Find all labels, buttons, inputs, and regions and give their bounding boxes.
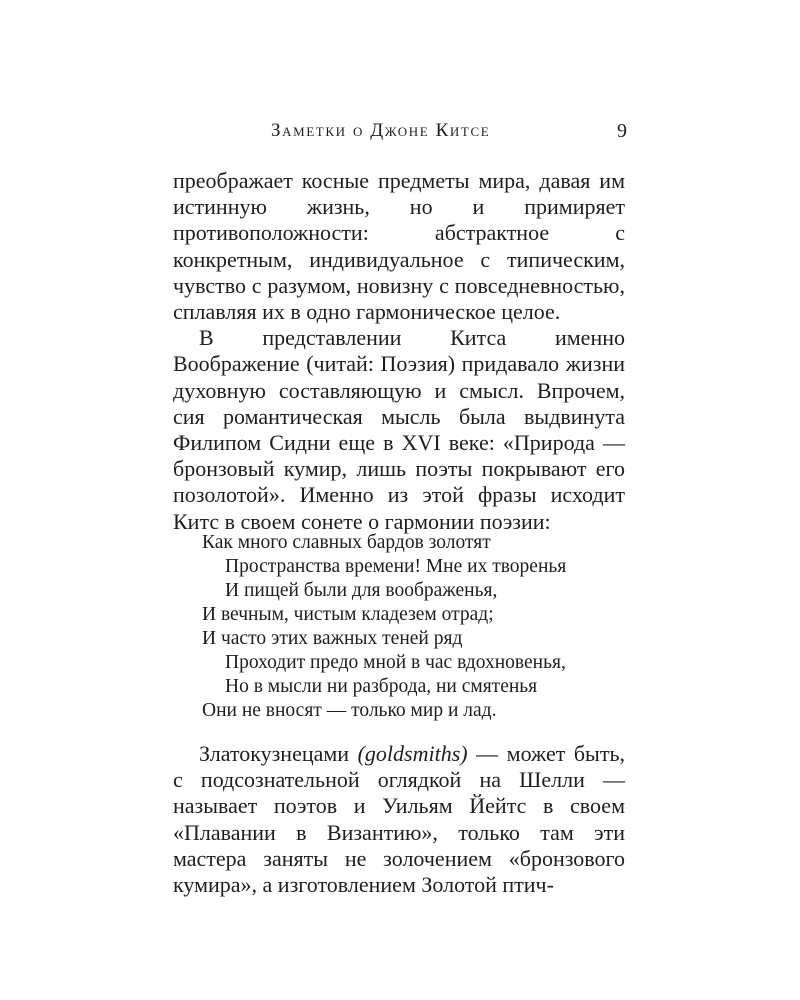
poem-line: И пищей были для воображенья, <box>225 580 498 601</box>
poem-line: Проходит предо мной в час вдохновенья, <box>225 652 566 673</box>
paragraph-goldsmiths <box>173 741 625 898</box>
poem-line: Пространства времени! Мне их творенья <box>225 556 567 577</box>
poem-line: Они не вносят — только мир и лад. <box>202 700 497 721</box>
poem-line: И часто этих важных теней ряд <box>202 628 463 649</box>
running-title: Заметки о Джоне Китсе <box>271 120 491 141</box>
sonnet-quotation <box>202 531 602 723</box>
poem-line: Но в мысли ни разброда, ни смятенья <box>225 676 538 697</box>
goldsmiths-lead: Златокузнецами <box>199 741 358 766</box>
paragraph-goldsmiths-wrapper <box>173 741 625 898</box>
goldsmiths-rest: — может быть, с подсознательной оглядкой на Шелли — называет поэтов и Уильям Йейтс в своем «Плавании в Византию», только там эти мастера заняты не золочением «бронзового кумира», а изготовлением Золотой птич- <box>173 741 625 898</box>
goldsmiths-term: (goldsmiths) <box>357 741 468 766</box>
poem-line: И вечным, чистым кладезем отрад; <box>202 604 494 625</box>
body-text <box>173 168 625 535</box>
paragraph-imagination: В представлении Китса именно Воображение (читай: Поэзия) придавало жизни духовную составляющую и смысл. Впрочем, сия романтическая мысль была выдвинута Филипом Сидни еще в XVI веке: «Природа — бронзовый кумир, лишь поэты покрывают его позолотой». Именно из этой фразы исходит Китс в своем сонете о гармонии поэзии: <box>173 325 625 534</box>
poem-line: Как много славных бардов золотят <box>202 532 491 553</box>
paragraph-continued: преображает косные предметы мира, давая им истинную жизнь, но и примиряет противоположности: абстрактное с конкретным, индивидуальное с типическим, чувство с разумом, новизну с повседневностью, сплавляя их в одно гармоническое целое. <box>173 168 625 325</box>
page-number: 9 <box>617 120 627 142</box>
running-head <box>271 120 627 144</box>
